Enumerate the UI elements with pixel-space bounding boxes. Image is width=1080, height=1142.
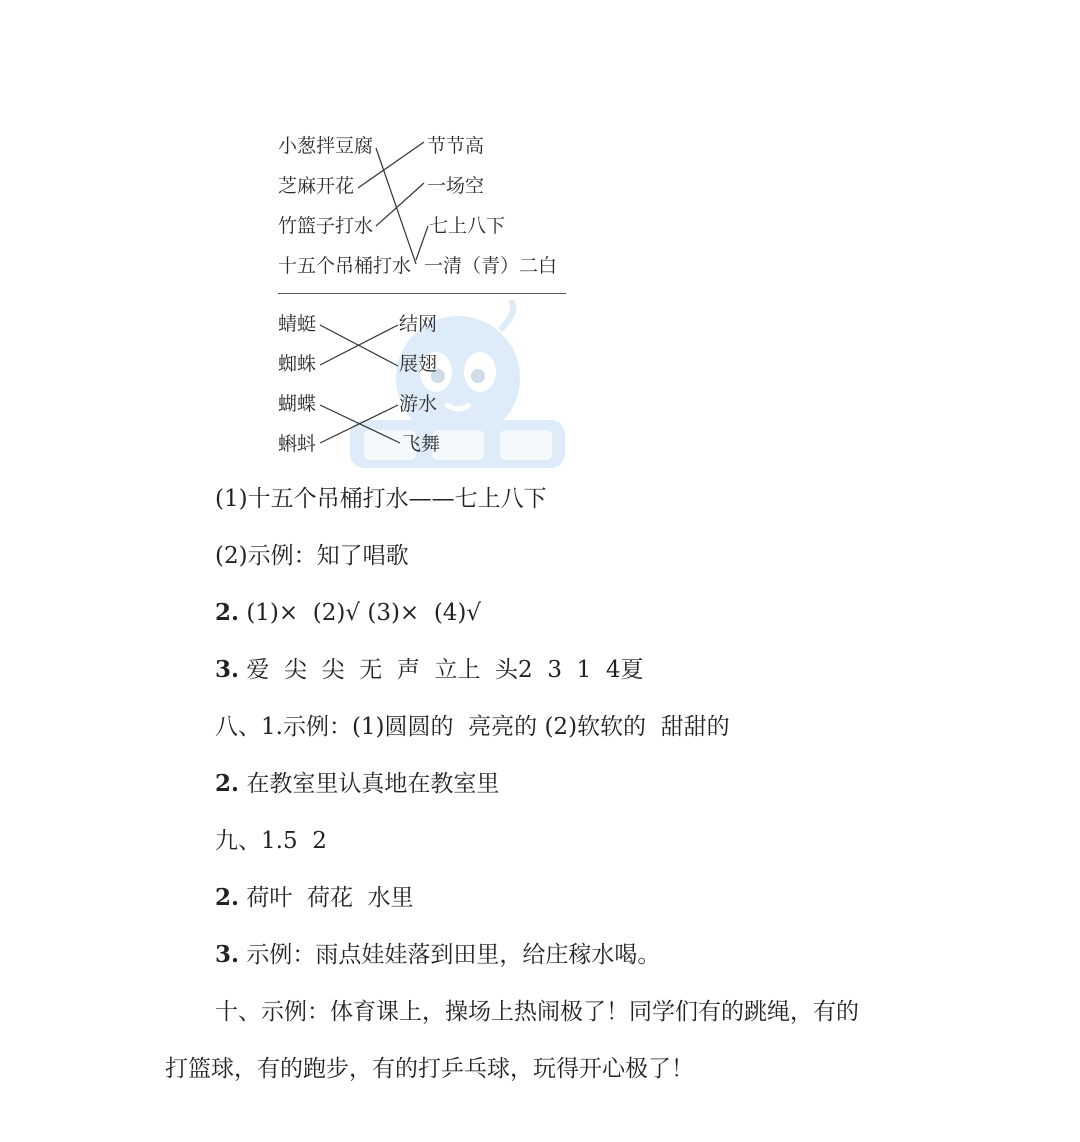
question-number: 2.: [215, 599, 240, 626]
question-number: 2.: [215, 770, 240, 797]
match-line: [376, 183, 424, 226]
answer-line: (2)示例：知了唱歌: [215, 543, 409, 569]
match1-left-item: 小葱拌豆腐: [278, 135, 374, 157]
match1-left-item: 竹篮子打水: [278, 215, 374, 237]
match2-left-item: 蝴蝶: [278, 393, 317, 415]
answer-line: 八、1.示例：(1)圆圆的 亮亮的 (2)软软的 甜甜的: [215, 714, 730, 740]
answer-line: (1)十五个吊桶打水——七上八下: [215, 486, 547, 512]
answer-text: (1)× (2)√ (3)× (4)√: [239, 600, 482, 626]
match2-left-item: 蜘蛛: [278, 353, 317, 375]
match1-left-item: 十五个吊桶打水: [278, 255, 412, 277]
answer-line: [215, 940, 660, 970]
answer-text: 示例：雨点娃娃落到田里，给庄稼水喝。: [239, 942, 661, 968]
match2-left-item: 蜻蜓: [278, 313, 317, 335]
answer-line: [215, 769, 499, 799]
match1-right-item: 节节高: [427, 135, 485, 157]
match2-left-item: 蝌蚪: [278, 433, 317, 455]
answer-line: [215, 883, 414, 913]
match2-right-item: 游水: [399, 393, 438, 415]
matching-lines: [0, 0, 1080, 480]
match1-left-item: 芝麻开花: [278, 175, 355, 197]
answer-line: 打篮球，有的跑步，有的打乒乓球，玩得开心极了！: [165, 1056, 694, 1082]
question-number: 2.: [215, 884, 240, 911]
section-divider: [278, 293, 566, 294]
match2-right-item: 飞舞: [402, 433, 441, 455]
question-number: 3.: [215, 941, 240, 968]
answer-line: [215, 655, 643, 685]
match1-right-item: 一清（青）二白: [424, 255, 558, 277]
answer-text: 爱 尖 尖 无 声 立上 头2 3 1 4夏: [239, 657, 644, 683]
matching-diagram: [0, 0, 1080, 480]
answer-text: 荷叶 荷花 水里: [239, 885, 414, 911]
match-line: [376, 148, 416, 264]
match2-right-item: 结网: [399, 313, 438, 335]
question-number: 3.: [215, 656, 240, 683]
match2-right-item: 展翅: [399, 353, 438, 375]
answer-text: 在教室里认真地在教室里: [239, 771, 500, 797]
answer-line: 九、1.5 2: [215, 828, 327, 854]
match1-right-item: 七上八下: [429, 215, 506, 237]
answer-line: 十、示例：体育课上，操场上热闹极了！同学们有的跳绳，有的: [215, 999, 859, 1025]
answer-line: [215, 598, 481, 628]
match1-right-item: 一场空: [427, 175, 485, 197]
